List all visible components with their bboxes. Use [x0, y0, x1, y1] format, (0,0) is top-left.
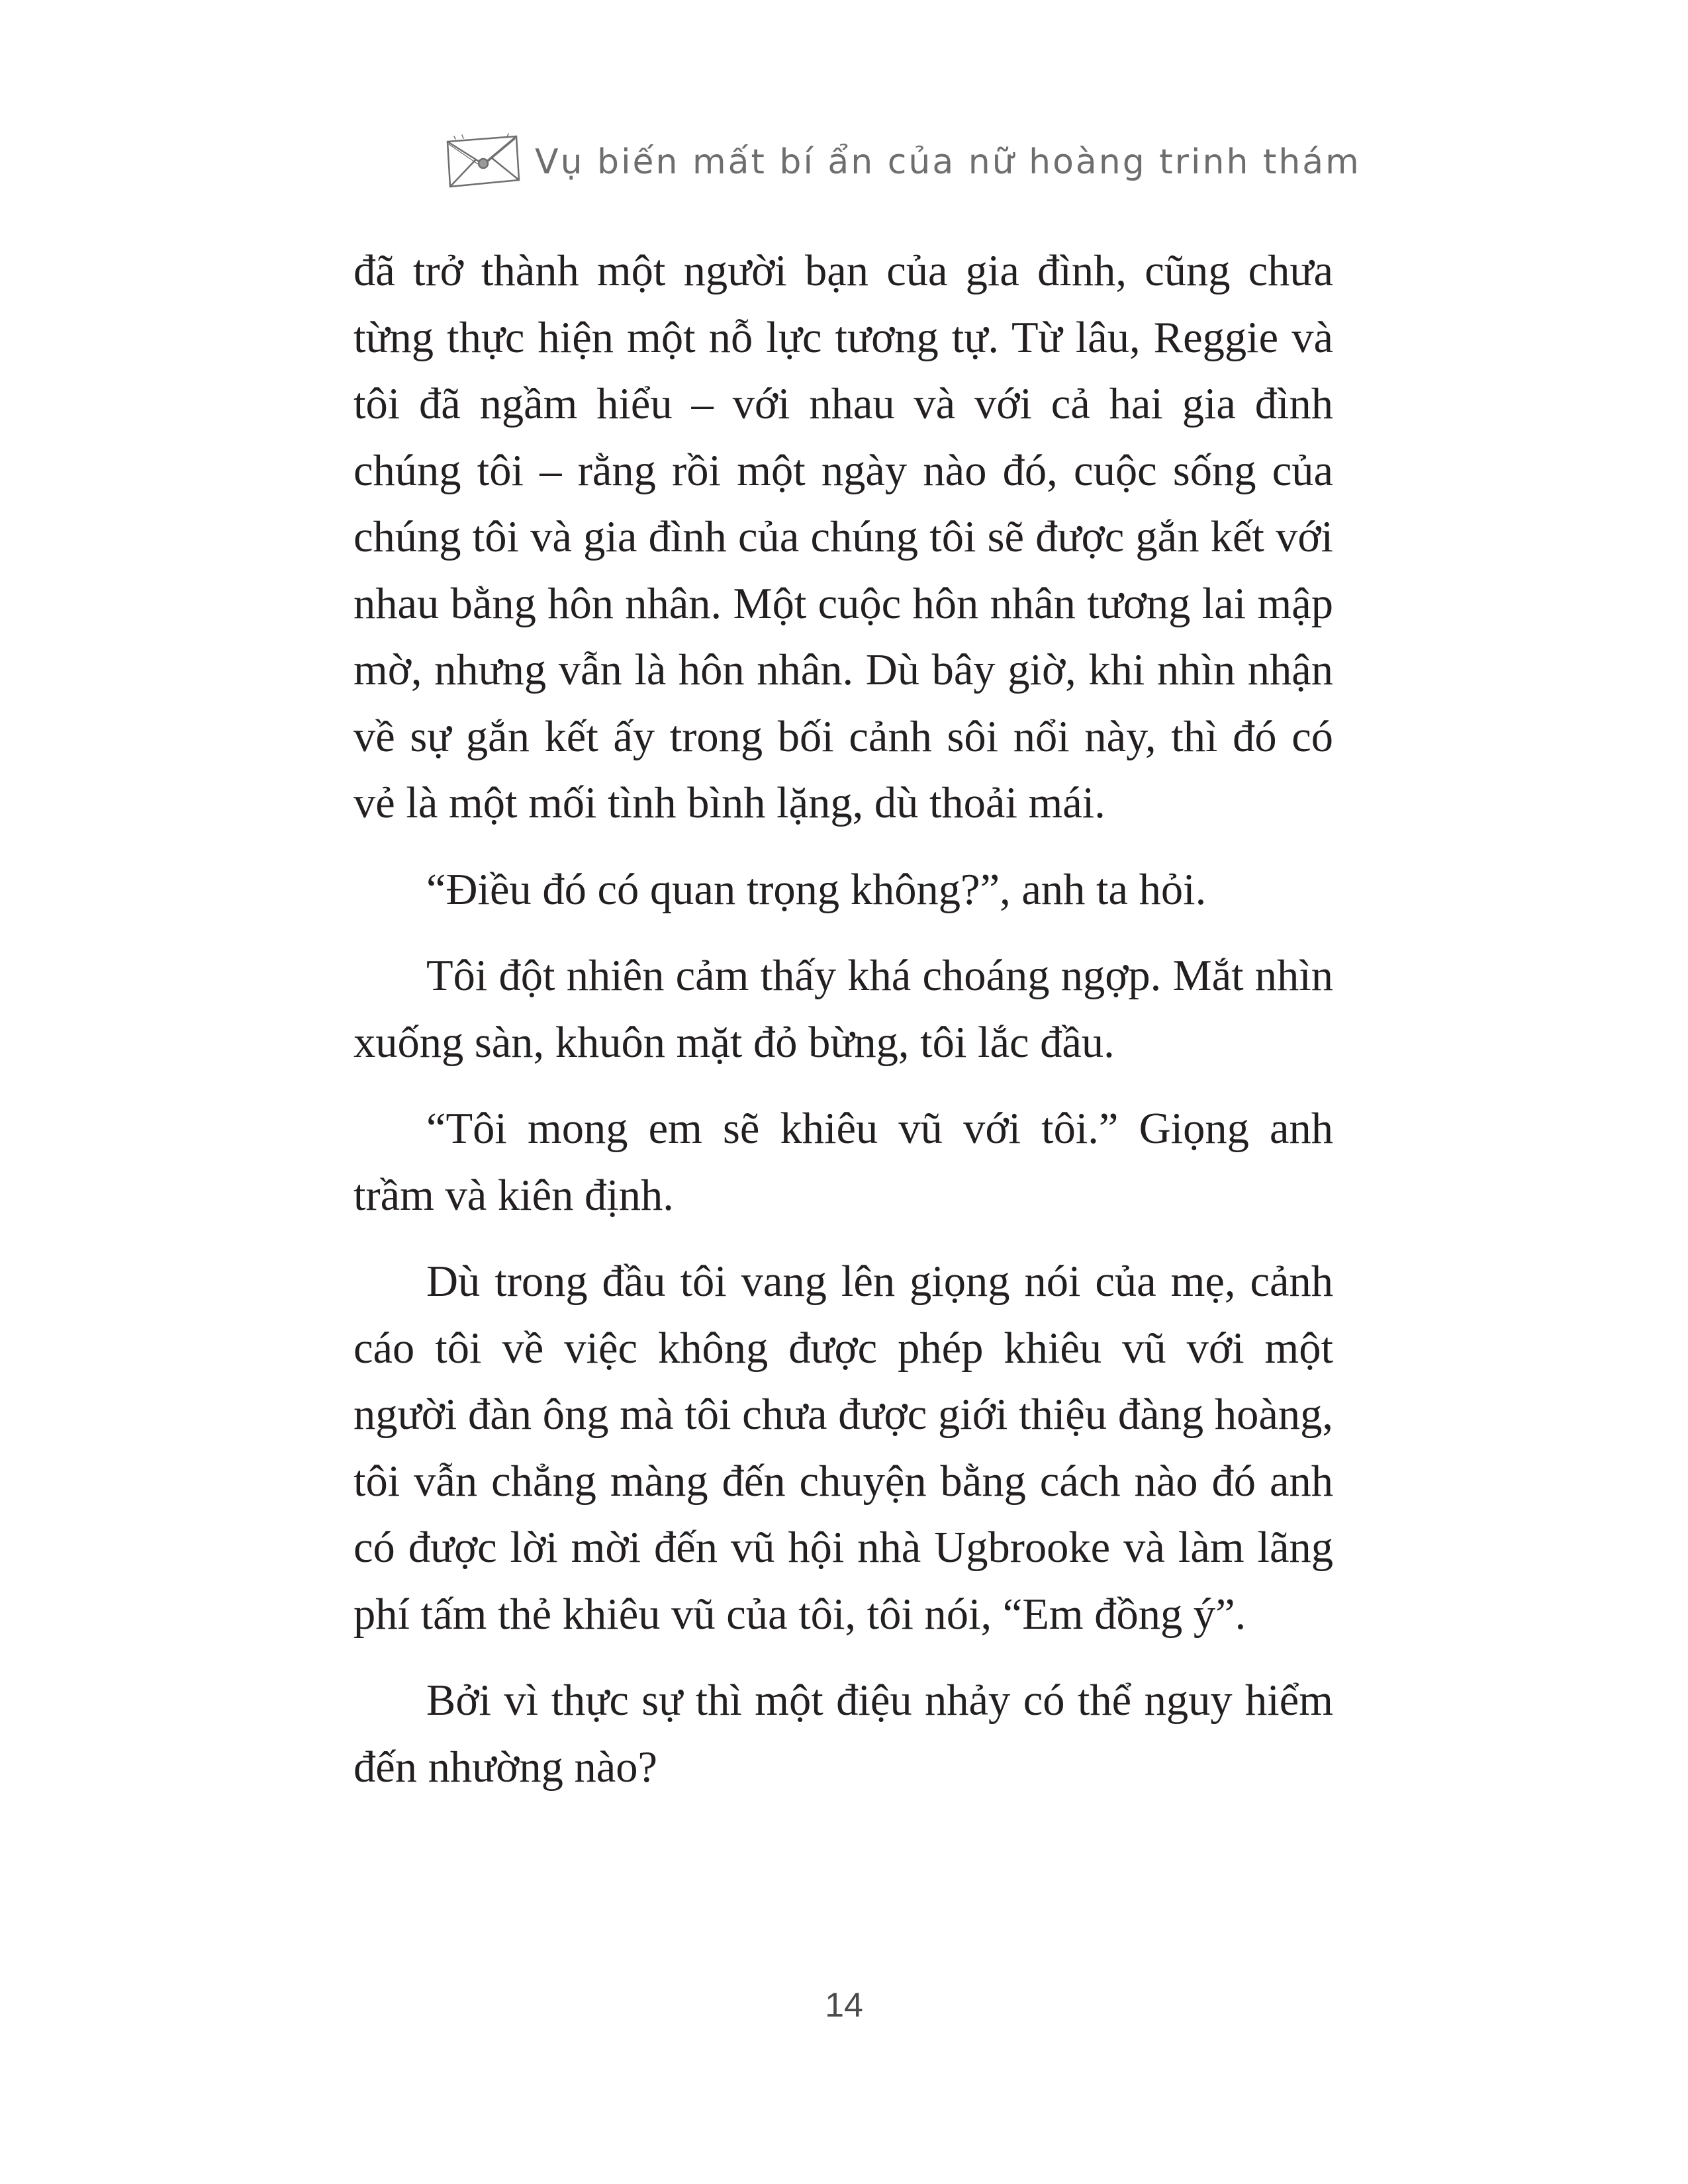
- paragraph: Tôi đột nhiên cảm thấy khá choáng ngợp. Mắt nhìn xuống sàn, khuôn mặt đỏ bừng, tôi lắc đầu.: [353, 952, 1333, 1067]
- paragraph: Dù trong đầu tôi vang lên giọng nói của mẹ, cảnh cáo tôi về việc không được phép khiêu vũ với một người đàn ông mà tôi chưa được giới thiệu đàng hoàng, tôi vẫn chẳng màng đến chuyện bằng cách nào đó anh có được lời mời đến vũ hội nhà Ugbrooke và làm lãng phí tấm thẻ khiêu vũ của tôi, tôi nói, “Em đồng ý”.: [353, 1257, 1333, 1639]
- body-text: [353, 238, 1333, 1821]
- paragraph: “Điều đó có quan trọng không?”, anh ta hỏi.: [426, 865, 1207, 914]
- paragraph: Bởi vì thực sự thì một điệu nhảy có thể nguy hiểm đến nhường nào?: [353, 1676, 1333, 1792]
- book-title: Vụ biến mất bí ẩn của nữ hoàng trinh thám: [535, 142, 1361, 182]
- paragraph: “Tôi mong em sẽ khiêu vũ với tôi.” Giọng anh trầm và kiên định.: [353, 1105, 1333, 1220]
- paragraph: đã trở thành một người bạn của gia đình, cũng chưa từng thực hiện một nỗ lực tương tự. Từ lâu, Reggie và tôi đã ngầm hiểu – với nhau và với cả hai gia đình chúng tôi – rằng rồi một ngày nào đó, cuộc sống của chúng tôi và gia đình của chúng tôi sẽ được gắn kết với nhau bằng hôn nhân. Một cuộc hôn nhân tương lai mập mờ, nhưng vẫn là hôn nhân. Dù bây giờ, khi nhìn nhận về sự gắn kết ấy trong bối cảnh sôi nổi này, thì đó có vẻ là một mối tình bình lặng, dù thoải mái.: [353, 247, 1333, 827]
- envelope-icon: [444, 132, 523, 192]
- running-header: [444, 132, 1361, 192]
- page-number: 14: [825, 1986, 863, 2025]
